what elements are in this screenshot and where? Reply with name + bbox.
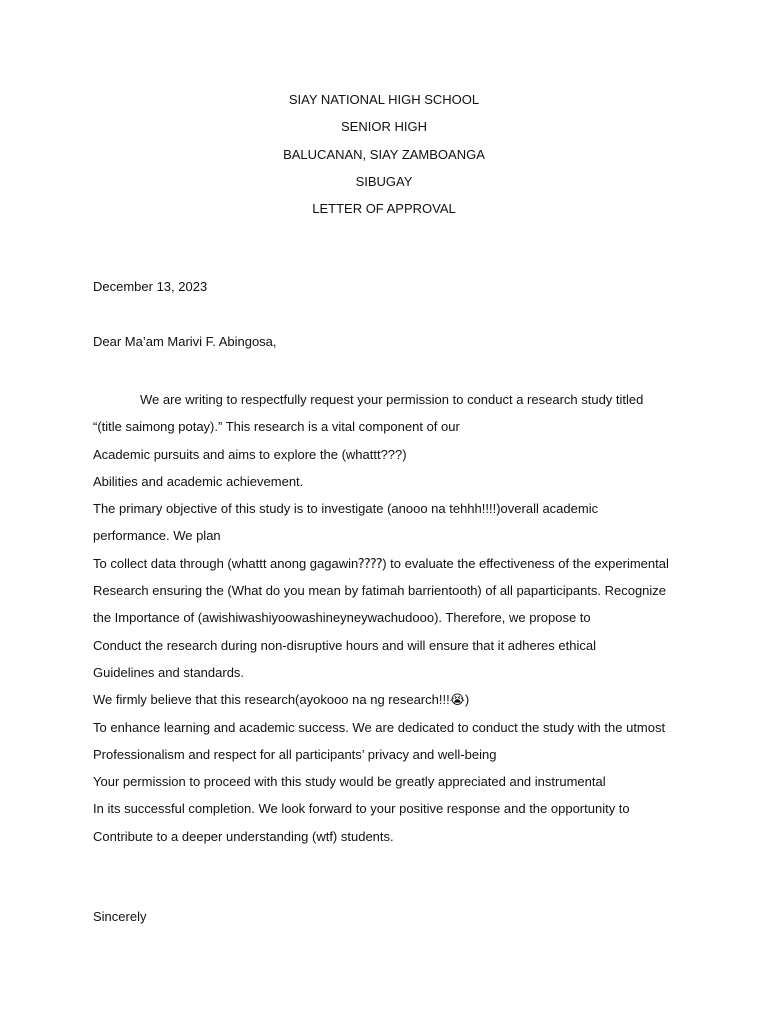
address-line: BALUCANAN, SIAY ZAMBOANGA xyxy=(283,146,485,162)
letterhead xyxy=(0,86,768,222)
body-line: Abilities and academic achievement. xyxy=(93,473,304,489)
body-line: Research ensuring the (What do you mean by fatimah barrientooth) of all paparticipants. Recognize xyxy=(93,583,667,599)
body-line: performance. We plan xyxy=(93,528,221,544)
body-line: We firmly believe that this research(ayokooo na ng research!!!😭) xyxy=(93,692,470,708)
closing: Sincerely xyxy=(93,909,147,924)
body-line: Professionalism and respect for all participants’ privacy and well-being xyxy=(93,746,497,762)
body-line: The primary objective of this study is to investigate (anooo na tehhh!!!!)overall academic xyxy=(93,501,599,517)
school-name: SIAY NATIONAL HIGH SCHOOL xyxy=(288,92,480,107)
province-line: SIBUGAY xyxy=(355,173,413,189)
body-line: Your permission to proceed with this study would be greatly appreciated and instrumental xyxy=(93,774,606,790)
body-line: “(title saimong potay).” This research is a vital component of our xyxy=(93,419,460,435)
body-line: To enhance learning and academic success. We are dedicated to conduct the study with the utmost xyxy=(93,719,666,735)
body-line: We are writing to respectfully request your permission to conduct a research study titled xyxy=(140,392,644,407)
letter-title: LETTER OF APPROVAL xyxy=(312,201,456,217)
letter-date: December 13, 2023 xyxy=(93,279,208,294)
body-line: Guidelines and standards. xyxy=(93,664,245,680)
body-line: Academic pursuits and aims to explore the (whattt???) xyxy=(93,446,407,462)
department-name: SENIOR HIGH xyxy=(341,119,427,135)
body-line: Conduct the research during non-disruptive hours and will ensure that it adheres ethical xyxy=(93,637,596,653)
body-line: Contribute to a deeper understanding (wtf) students. xyxy=(93,828,394,844)
body-line: To collect data through (whattt anong gagawin⁇⁇) to evaluate the effectiveness of the experimental xyxy=(93,555,669,571)
body-line: In its successful completion. We look forward to your positive response and the opportunity to xyxy=(93,801,630,817)
letter-body xyxy=(93,386,693,850)
salutation: Dear Ma’am Marivi F. Abingosa, xyxy=(93,334,277,349)
body-line: the Importance of (awishiwashiyoowashineyneywachudooo). Therefore, we propose to xyxy=(93,610,591,626)
